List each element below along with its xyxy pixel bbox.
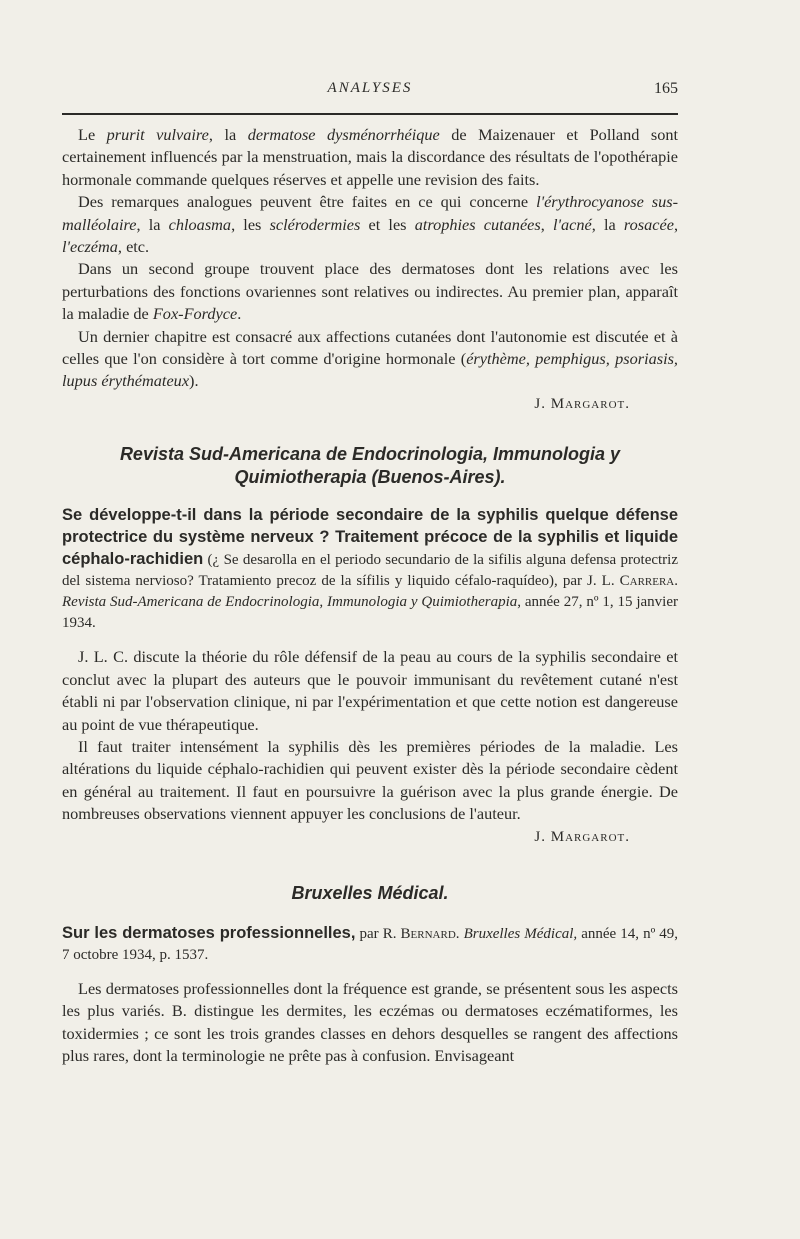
review-signature: J. Margarot. (534, 395, 630, 412)
article-reference: Se développe-t-il dans la période secondaire de la syphilis quelque défense protectrice du système nerveux ? Traitement précoce de la syphilis et liquide céphalo-rachidien (¿ Se desarolla en el periodo secundario de la sifilis alguna defensa protectriz del sistema nervioso? Tratamiento precoz de la sífilis y liquido céfalo-raquídeo), par J. L. Carrera. Revista Sud-Americana de Endocrinologia, Immunologia y Quimiotherapia, année 27, nº 1, 15 janvier 1934. (62, 506, 678, 632)
review-paragraph: Un dernier chapitre est consacré aux affections cutanées dont l'autonomie est discutée et à celles que l'on considère à tort comme d'origine hormonale (érythème, pemphigus, psoriasis, lupus érythémateux). (62, 326, 678, 391)
review-paragraph: Les dermatoses professionnelles dont la fréquence est grande, se présentent sous les aspects les plus variés. B. distingue les dermites, les eczémas ou dermatoses eczématiformes, les toxidermies ; ce sont les trois grandes classes en dehors desquelles se rangent des affections plus rares, dont la terminologie ne prête pas à confusion. Envisageant (62, 978, 678, 1066)
review-paragraph: Le prurit vulvaire, la dermatose dysménorrhéique de Maizenauer et Polland sont certainement influencés par la menstruation, mais la discordance des résultats de l'opothérapie hormonale commande quelques réserves et appelle une revision des faits. (62, 125, 678, 189)
article-reference: Sur les dermatoses professionnelles, par R. Bernard. Bruxelles Médical, année 14, nº 49, 7 octobre 1934, p. 1537. (62, 923, 679, 963)
page-header (62, 80, 678, 104)
article-title: Sur les dermatoses professionnelles, (62, 923, 356, 942)
page-number: 165 (654, 80, 678, 97)
page-body (62, 124, 678, 1068)
review-paragraph: Il faut traiter intensément la syphilis dès les premières périodes de la maladie. Les altérations du liquide céphalo-rachidien qui peuvent exister dès la période secondaire cèdent en général au traitement. Il faut en poursuivre la guérison avec la plus grande énergie. De nombreuses observations viennent appuyer les conclusions de l'auteur. (62, 736, 678, 824)
review-paragraph: Dans un second groupe trouvent place des dermatoses dont les relations avec les perturbations des fonctions ovariennes sont relatives ou indirectes. Au premier plan, apparaît la maladie de Fox-Fordyce. (62, 259, 678, 324)
review-paragraph: Des remarques analogues peuvent être faites en ce qui concerne l'érythrocyanose sus-malléolaire, la chloasma, les sclérodermies et les atrophies cutanées, l'acné, la rosacée, l'eczéma, etc. (62, 192, 679, 257)
review-signature: J. Margarot. (534, 828, 630, 845)
review-paragraph: J. L. C. discute la théorie du rôle défensif de la peau au cours de la syphilis secondaire et conclut avec la plupart des auteurs que le pouvoir immunisant du revêtement cutané n'est établi ni par l'observation clinique, ni par l'expérimentation et que cette notion est dangereuse au point de vue thérapeutique. (62, 647, 678, 734)
journal-heading: Bruxelles Médical. (291, 882, 449, 903)
header-rule (62, 113, 678, 115)
journal-heading: Revista Sud-Americana de Endocrinologia, Immunologia y Quimiotherapia (Buenos-Aires). (119, 444, 621, 488)
running-title: ANALYSES (327, 80, 413, 96)
article-title: Se développe-t-il dans la période secondaire de la syphilis quelque défense protectrice du système nerveux ? Traitement précoce de la syphilis et liquide céphalo-rachidien (62, 506, 678, 569)
